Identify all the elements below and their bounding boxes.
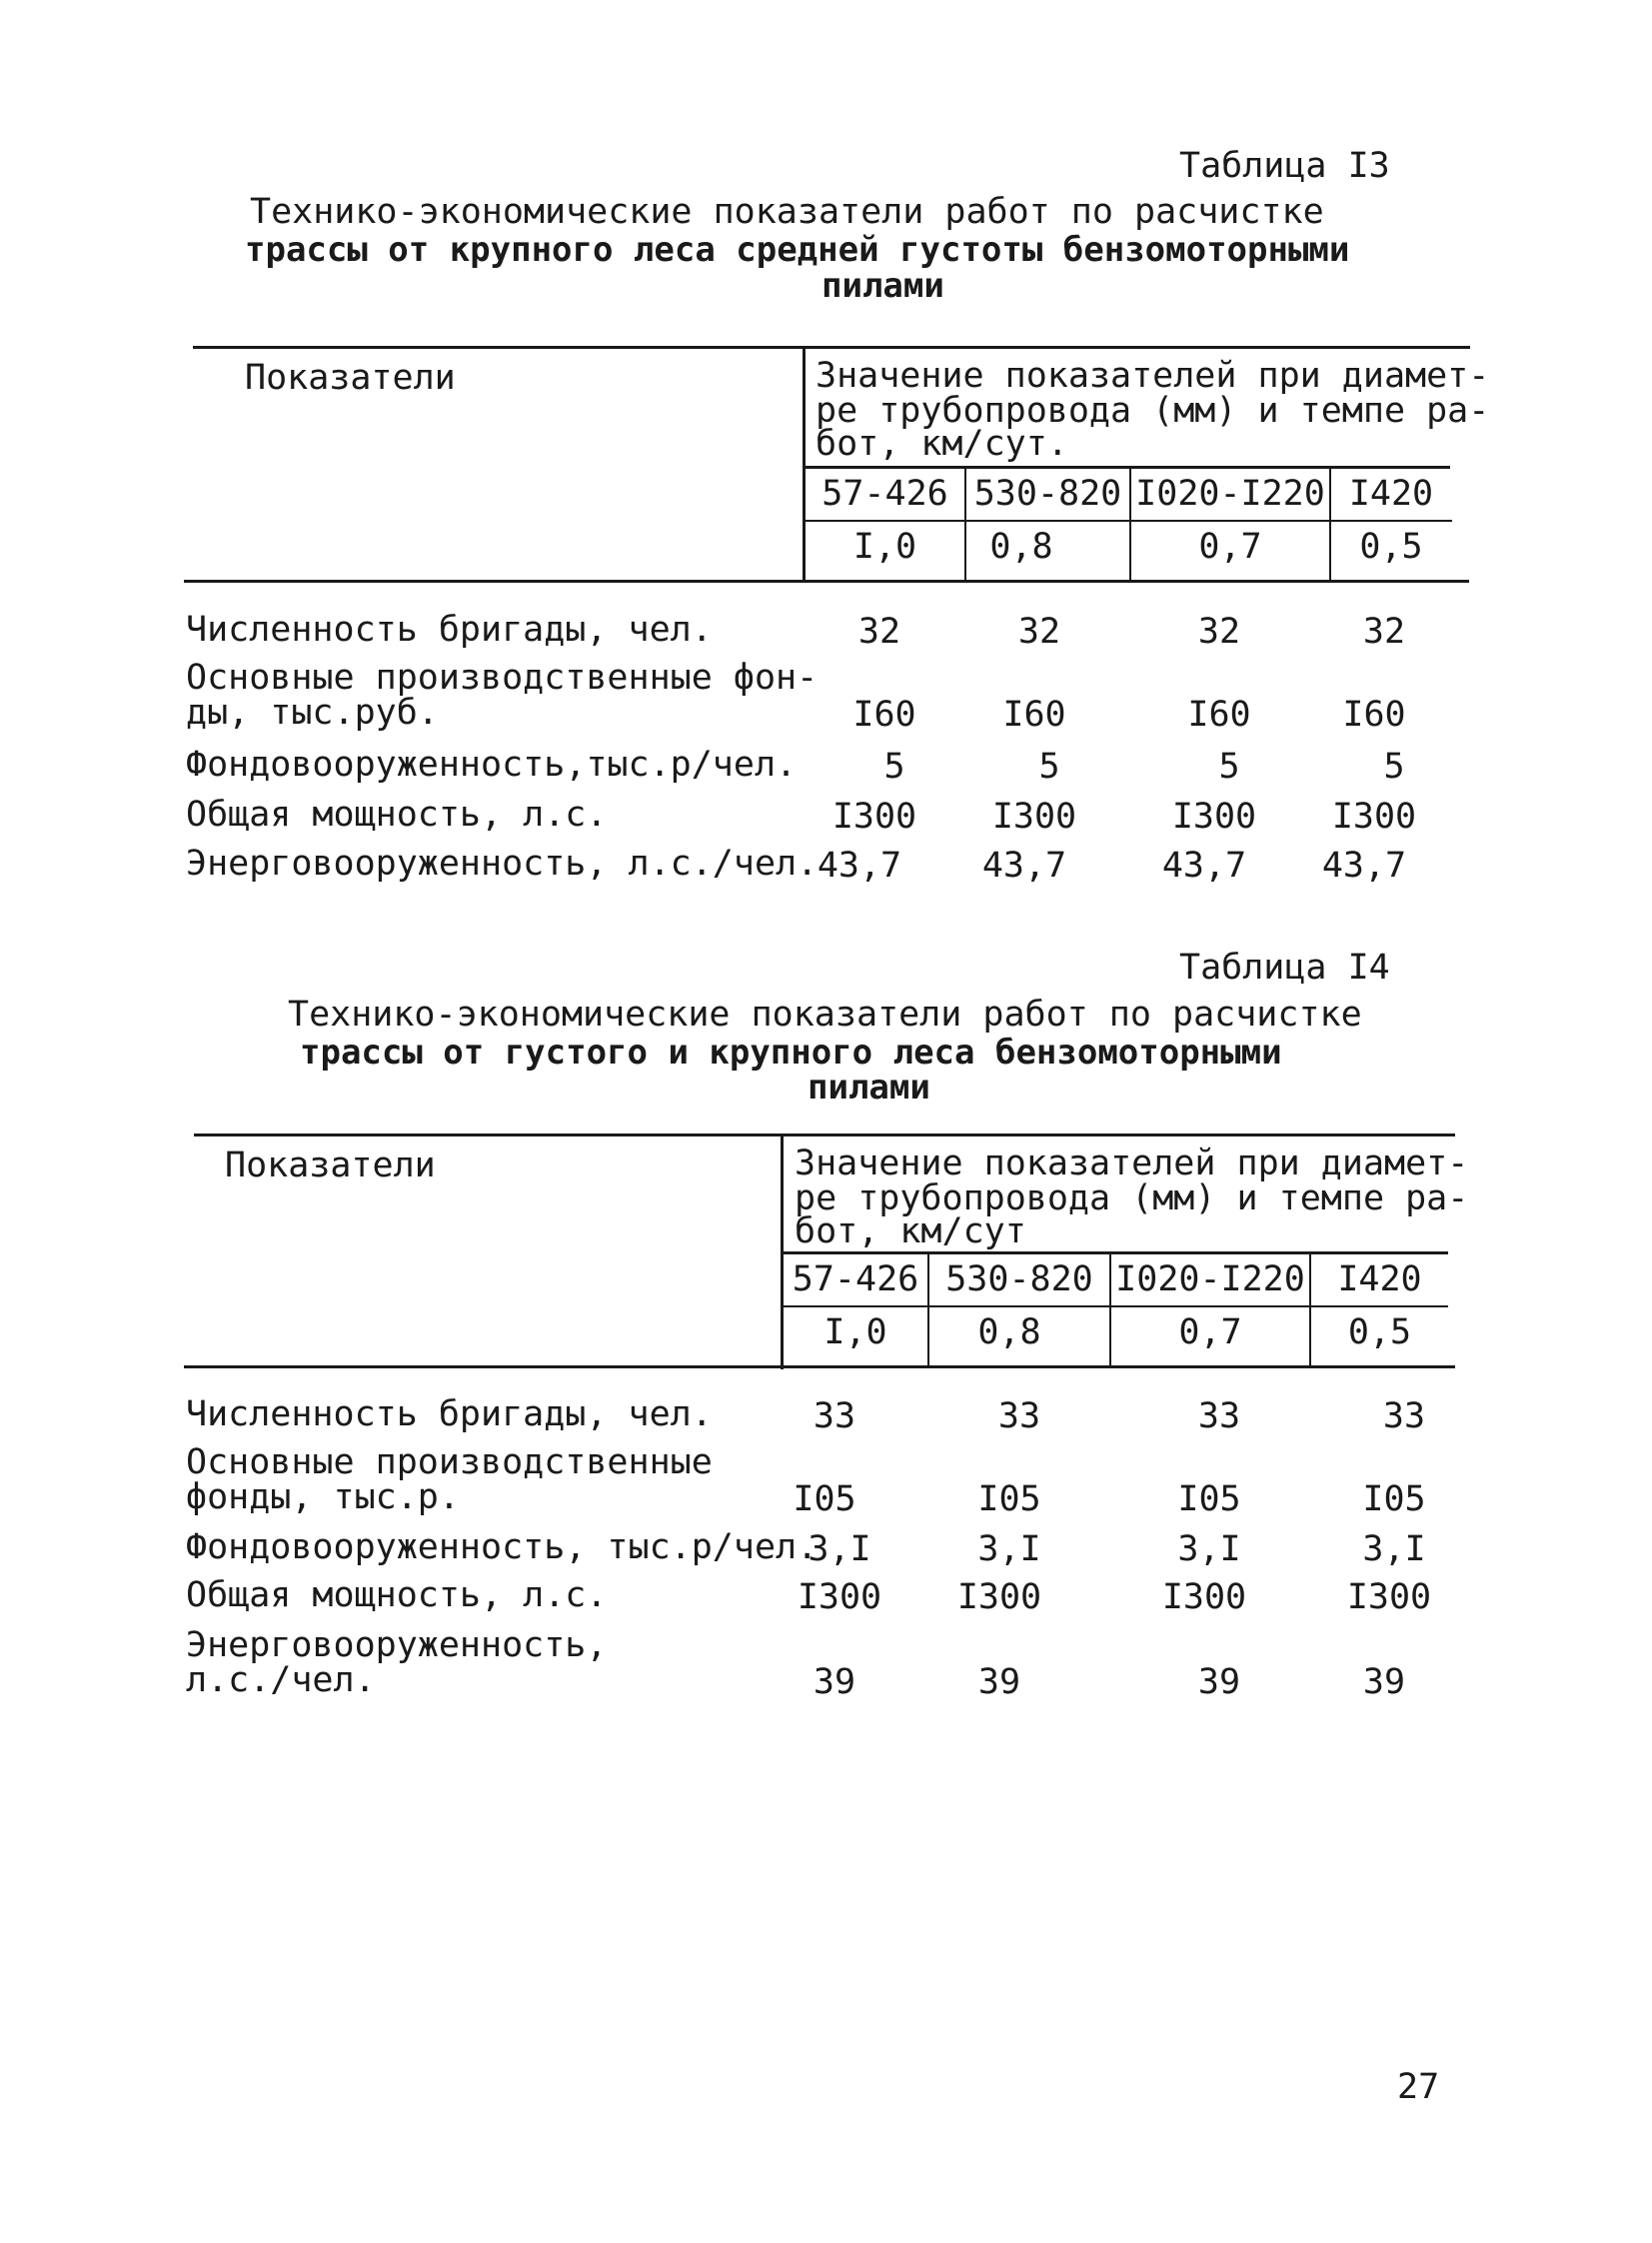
row-label: Общая мощность, л.с. xyxy=(186,795,608,835)
row-value: I300 xyxy=(831,797,917,837)
header-group-line: ре трубопровода (мм) и темпе ра- xyxy=(795,1178,1469,1218)
row-value: I300 xyxy=(1331,797,1417,837)
table-title-line: Технико-экономические показатели работ по расчистке xyxy=(250,192,1324,232)
header-group-line: бот, км/сут xyxy=(795,1211,1026,1251)
row-value: I300 xyxy=(956,1577,1042,1617)
rate-cell: I,0 xyxy=(824,1312,887,1352)
row-value: 5 xyxy=(883,747,905,787)
header-group-line: бот, км/сут. xyxy=(816,424,1068,464)
table-title-line: Технико-экономические показатели работ по расчистке xyxy=(288,995,1362,1035)
table-label: Таблица I3 xyxy=(1179,146,1390,186)
row-value: 32 xyxy=(1017,612,1061,652)
row-value: I05 xyxy=(1177,1479,1241,1519)
header-column-label: Показатели xyxy=(245,358,456,398)
subheader-rule xyxy=(781,1305,1448,1307)
rate-cell: 0,7 xyxy=(1198,527,1262,567)
header-bottom-rule xyxy=(184,580,1469,583)
row-value: 3,I xyxy=(977,1529,1041,1569)
header-group-line: ре трубопровода (мм) и темпе ра- xyxy=(816,391,1490,431)
row-label: Энерговооруженность, л.с./чел. xyxy=(186,844,819,884)
table-label: Таблица I4 xyxy=(1179,948,1390,988)
diameter-cell: 57-426 xyxy=(792,1259,919,1299)
row-value: 3,I xyxy=(1362,1529,1426,1569)
row-value: 5 xyxy=(1038,747,1060,787)
row-value: 33 xyxy=(813,1396,856,1436)
table-title-line: пилами xyxy=(822,266,944,306)
row-label: Фондовооруженность, тыс.р/чел. xyxy=(186,1527,819,1567)
header-group-line: Значение показателей при диамет- xyxy=(795,1143,1469,1183)
row-value: 39 xyxy=(1362,1662,1406,1702)
row-value: 39 xyxy=(977,1662,1021,1702)
diameter-cell: 57-426 xyxy=(822,474,948,514)
row-value: 39 xyxy=(813,1662,856,1702)
rate-cell: 0,5 xyxy=(1359,527,1423,567)
row-value: I05 xyxy=(977,1479,1041,1519)
row-label: фонды, тыс.р. xyxy=(186,1477,460,1517)
table-title-line: пилами xyxy=(808,1068,930,1108)
header-group-line: Значение показателей при диамет- xyxy=(816,356,1490,396)
row-value: 43,7 xyxy=(981,846,1067,886)
rate-cell: 0,8 xyxy=(977,1312,1041,1352)
header-bottom-rule xyxy=(184,1365,1455,1368)
row-value: I300 xyxy=(1171,797,1257,837)
row-label: Основные производственные фон- xyxy=(186,658,819,698)
rate-cell: 0,5 xyxy=(1347,1312,1412,1352)
diameter-cell: 530-820 xyxy=(973,474,1122,514)
row-value: 43,7 xyxy=(817,846,902,886)
diameter-cell: I420 xyxy=(1348,474,1434,514)
table-title-line: трассы от густого и крупного леса бензомоторными xyxy=(300,1033,1282,1073)
row-value: 32 xyxy=(857,612,901,652)
rate-cell: 0,8 xyxy=(989,527,1053,567)
row-label: Основные производственные xyxy=(186,1442,713,1482)
row-value: I300 xyxy=(991,797,1077,837)
page-number: 27 xyxy=(1397,2067,1440,2107)
row-value: 5 xyxy=(1218,747,1240,787)
table-top-rule xyxy=(194,1133,1455,1136)
row-label: Фондовооруженность,тыс.р/чел. xyxy=(186,745,798,785)
row-value: 43,7 xyxy=(1321,846,1407,886)
row-value: I300 xyxy=(1346,1577,1432,1617)
row-value: 33 xyxy=(1382,1396,1426,1436)
row-value: 33 xyxy=(997,1396,1041,1436)
row-value: I05 xyxy=(793,1479,856,1519)
row-value: I05 xyxy=(1362,1479,1426,1519)
table-title-line: трассы от крупного леса средней густоты бензомоторными xyxy=(245,230,1350,270)
row-value: 32 xyxy=(1362,612,1406,652)
row-value: 43,7 xyxy=(1161,846,1247,886)
row-label: Энерговооруженность, xyxy=(186,1625,608,1665)
subheader-rule xyxy=(781,1251,1448,1254)
row-value: I60 xyxy=(852,695,916,735)
subheader-rule xyxy=(803,520,1452,522)
row-value: 3,I xyxy=(808,1529,871,1569)
row-value: 5 xyxy=(1383,747,1405,787)
rate-cell: 0,7 xyxy=(1178,1312,1242,1352)
row-value: I300 xyxy=(797,1577,882,1617)
row-value: I60 xyxy=(1187,695,1251,735)
row-value: I300 xyxy=(1161,1577,1247,1617)
row-value: 39 xyxy=(1197,1662,1241,1702)
row-label: Общая мощность, л.с. xyxy=(186,1575,608,1615)
row-label: ды, тыс.руб. xyxy=(186,693,439,733)
row-label: Численность бригады, чел. xyxy=(186,1394,713,1434)
rate-cell: I,0 xyxy=(852,527,917,567)
row-value: I60 xyxy=(1342,695,1406,735)
diameter-cell: I020-I220 xyxy=(1115,1259,1305,1299)
row-label: Численность бригады, чел. xyxy=(186,610,713,650)
row-value: 32 xyxy=(1197,612,1241,652)
table-top-rule xyxy=(193,346,1470,349)
subheader-rule xyxy=(803,466,1450,469)
row-value: 3,I xyxy=(1177,1529,1241,1569)
row-label: л.с./чел. xyxy=(186,1660,376,1700)
diameter-cell: 530-820 xyxy=(945,1259,1093,1299)
diameter-cell: I420 xyxy=(1337,1259,1422,1299)
row-value: 33 xyxy=(1197,1396,1241,1436)
header-column-label: Показатели xyxy=(225,1145,436,1185)
diameter-cell: I020-I220 xyxy=(1135,474,1325,514)
row-value: I60 xyxy=(1002,695,1066,735)
